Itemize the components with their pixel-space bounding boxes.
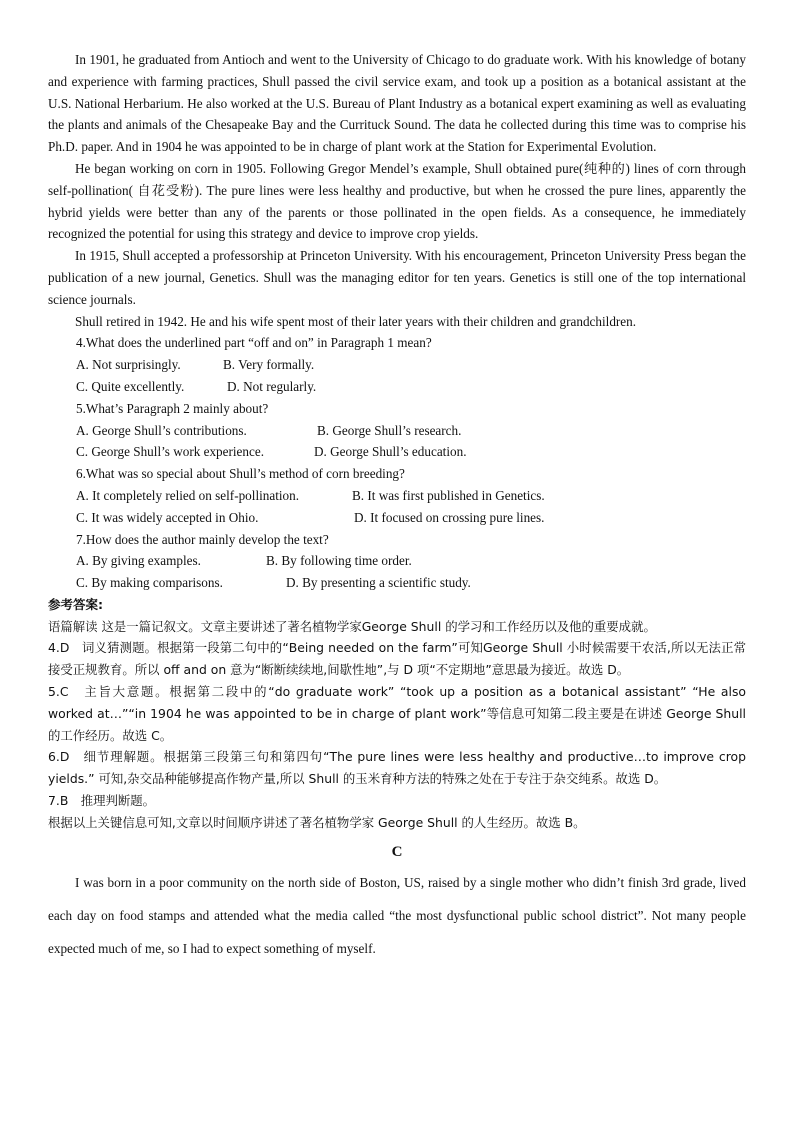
- passage-c-paragraph-1: I was born in a poor community on the north side of Boston, US, raised by a single mother who didn’t finish 3rd grade, lived each day on food stamps and attended what the media called “the most dysfunctional public school district”. Not many people expected much of me, so I had to expect something of myself.: [48, 875, 746, 957]
- option-c: C. It was widely accepted in Ohio.: [76, 509, 259, 525]
- option-c: C. By making comparisons.: [76, 575, 223, 591]
- answer-conclusion: 根据以上关键信息可知,文章以时间顺序讲述了著名植物学家 George Shull 的人生经历。故选 B。: [48, 814, 586, 830]
- option-row: [76, 420, 746, 442]
- passage-b: [48, 49, 746, 332]
- option-b: B. George Shull’s research.: [317, 422, 462, 438]
- option-a: A. It completely relied on self-pollination.: [76, 487, 300, 503]
- question-list: [48, 332, 746, 594]
- question-5: [76, 398, 746, 463]
- passage-b-paragraph-1: In 1901, he graduated from Antioch and went to the University of Chicago to do graduate work. With his knowledge of botany and experience with farming practices, Shull passed the civil service exam, and took up a position as a botanical assistant at the U.S. National Herbarium. He also worked at the U.S. Bureau of Plant Industry as a botanical expert examining as well as evaluating the plants and animals of the Chesapeake Bay and the Currituck Sound. The data he collected during this time was to comprise his Ph.D. paper. And in 1904 he was appointed to be in charge of plant work at the Station for Experimental Evolution.: [48, 52, 746, 155]
- document-page: [48, 49, 746, 966]
- question-stem: 7.How does the author mainly develop the text?: [76, 531, 329, 547]
- section-label-c: C: [391, 844, 403, 861]
- answer-7: 7.B 推理判断题。: [48, 792, 156, 808]
- passage-b-paragraph-3: In 1915, Shull accepted a professorship at Princeton University. With his encouragement, Princeton University Press began the publication of a new journal, Genetics. Shull was the managing editor for ten years. Genetics is still one of the top international science journals.: [48, 248, 746, 307]
- question-6: [76, 463, 746, 528]
- option-row: [76, 354, 746, 376]
- option-row: [76, 376, 746, 398]
- answer-overview: 语篇解读 这是一篇记叙文。文章主要讲述了著名植物学家George Shull 的学习和工作经历以及他的重要成就。: [48, 618, 656, 634]
- option-d: D. By presenting a scientific study.: [286, 575, 471, 591]
- option-d: D. It focused on crossing pure lines.: [354, 509, 545, 525]
- option-d: D. George Shull’s education.: [314, 444, 467, 460]
- answer-5: 5.C 主旨大意题。根据第二段中的“do graduate work” “took up a position as a botanical assistant” “He also worked at…”“in 1904 he was appointed to be in charge of plant work”等信息可知第二段主要是在讲述 George Shull 的工作经历。故选 C。: [48, 683, 746, 743]
- answer-heading: 参考答案:: [48, 596, 103, 612]
- question-stem: 6.What was so special about Shull’s method of corn breeding?: [76, 466, 405, 482]
- option-row: [76, 572, 746, 594]
- option-a: A. Not surprisingly.: [76, 357, 181, 373]
- option-d: D. Not regularly.: [227, 378, 317, 394]
- option-row: [76, 550, 746, 572]
- option-c: C. Quite excellently.: [76, 378, 185, 394]
- option-row: [76, 507, 746, 529]
- answer-4: 4.D 词义猜测题。根据第一段第二句中的“Being needed on the farm”可知George Shull 小时候需要干农活,所以无法正常接受正规教育。所以 off and on 意为“断断续续地,间歇性地”,与 D 项“不定期地”意思最为接近。故选 D。: [48, 640, 746, 678]
- option-row: [76, 485, 746, 507]
- answer-key: [48, 594, 746, 834]
- option-a: A. By giving examples.: [76, 553, 201, 569]
- option-row: [76, 441, 746, 463]
- passage-b-paragraph-2: He began working on corn in 1905. Following Gregor Mendel’s example, Shull obtained pure(纯种的) lines of corn through self-pollination( 自花受粉). The pure lines were less healthy and productive, but when he crossed the pure lines, apparently the hybrid yields were better than any of the parents or those pollinated in the open fields. As a consequence, he immediately recognized the potential for using this strategy and device to improve crop yields.: [48, 160, 746, 242]
- option-b: B. Very formally.: [223, 357, 315, 373]
- question-7: [76, 529, 746, 594]
- option-a: A. George Shull’s contributions.: [76, 422, 247, 438]
- option-c: C. George Shull’s work experience.: [76, 444, 264, 460]
- question-stem: 4.What does the underlined part “off and on” in Paragraph 1 mean?: [76, 335, 432, 351]
- answer-6: 6.D 细节理解题。根据第三段第三句和第四句“The pure lines were less healthy and productive…to improve crop yields.” 可知,杂交品种能够提高作物产量,所以 Shull 的玉米育种方法的特殊之处在于专注于杂交纯系。故选 D。: [48, 749, 746, 787]
- question-stem: 5.What’s Paragraph 2 mainly about?: [76, 400, 269, 416]
- option-b: B. By following time order.: [266, 553, 412, 569]
- question-4: [76, 332, 746, 397]
- passage-b-paragraph-4: Shull retired in 1942. He and his wife spent most of their later years with their children and grandchildren.: [75, 313, 637, 329]
- option-b: B. It was first published in Genetics.: [352, 487, 545, 503]
